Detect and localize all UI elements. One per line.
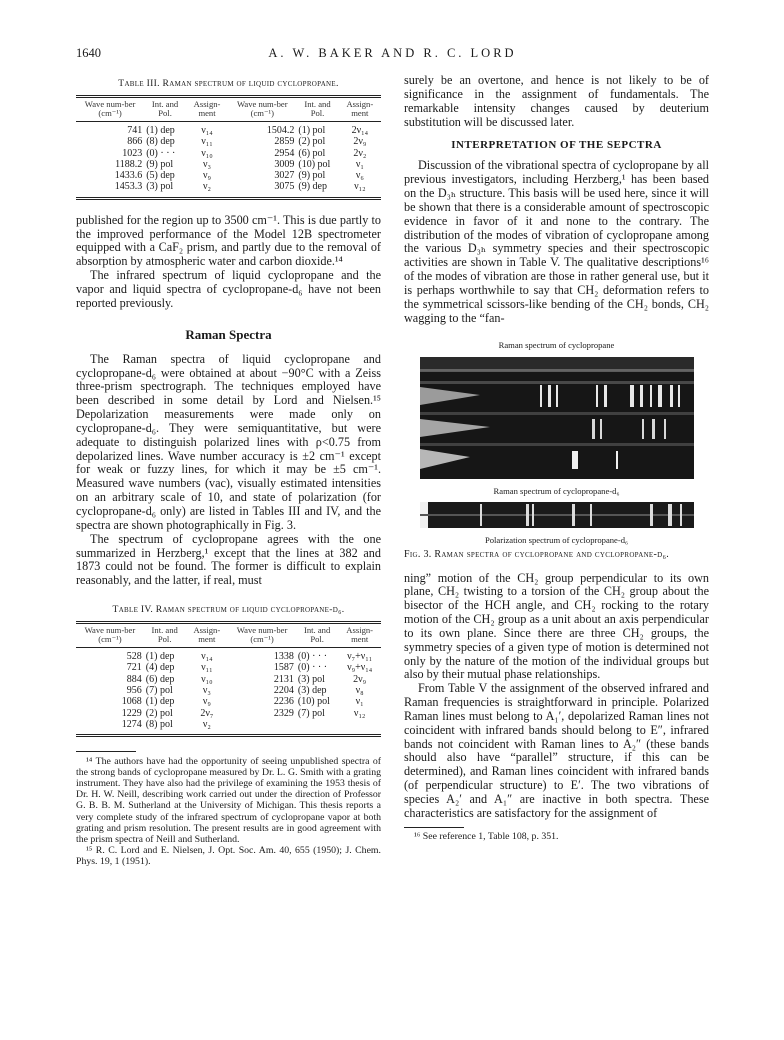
table-cell: 2236 — [273, 696, 294, 708]
table-cell: ν₁₂ — [354, 181, 366, 193]
table-cell: (6) dep — [145, 673, 175, 685]
table-cell: ν₆ — [355, 170, 364, 182]
table-cell: ν₁₀ — [201, 147, 213, 159]
column-header: Wave num-ber (cm⁻¹) — [84, 99, 136, 118]
table-cell: ν₇+ν₁₁ — [347, 651, 373, 663]
running-authors: A. W. BAKER AND R. C. LORD — [268, 46, 517, 60]
table-cell: (0) · · · — [297, 651, 328, 663]
table-cell: ν₃ — [203, 158, 212, 170]
polarization-spectrum-image — [420, 502, 694, 528]
table-cell: 1068 — [121, 696, 142, 708]
table-cell: 1229 — [121, 707, 142, 719]
left-para-2: The infrared spectrum of liquid cyclopropane and the vapor and liquid spectra of cyclopropane-d₆ have not been reported previously. — [76, 268, 381, 310]
table-row — [76, 136, 381, 147]
table-cell: ν₁₁ — [201, 136, 213, 148]
table-cell: (2) pol — [145, 707, 173, 719]
table-cell: 2954 — [274, 147, 295, 159]
table-cell: (7) pol — [145, 684, 173, 696]
table-cell: 741 — [127, 125, 143, 136]
table-cell: 2ν₁₄ — [351, 125, 369, 136]
footnote-15: ¹⁵ R. C. Lord and E. Nielsen, J. Opt. Soc. Am. 40, 655 (1950); J. Chem. Phys. 19, 1 (1951). — [76, 844, 381, 867]
table-cell: 2ν₉ — [353, 136, 367, 148]
right-para-4: From Table V the assignment of the observed infrared and Raman frequencies is straightforward in principle. Polarized Raman lines must belong to A₁′, depolarized Raman lines not coincident with infrared bands should belong to E″, infrared bands not coincident with Raman lines to A₂″ (these bands should also have “parallel” structure, if this can be determined), and Raman lines coincident with infrared bands (of perpendicular structure) to E′. The two vibrations of species A₂′ and A₁″ are inactive in both spectra. These characteristics are satisfactory for the assignment of — [404, 681, 709, 820]
table-cell: (0) · · · — [297, 662, 328, 674]
table-cell: 2ν₇ — [200, 707, 214, 719]
table-cell: 2ν₉ — [353, 673, 367, 685]
table4-bottom-rule — [76, 734, 381, 737]
table-cell: (2) pol — [298, 136, 326, 148]
column-header: Assign-ment — [193, 625, 221, 645]
page-number: 1640 — [76, 46, 101, 60]
table-row — [76, 696, 381, 707]
right-para-3: ning” motion of the CH₂ group perpendicular to its own plane, CH₂ twisting to a torsion of the CH₂ group about the bisector of the HCH angle, and CH₂ rocking to the rotary motion of the CH₂ group as a unit about an axis perpendicular to its own plane. Since there are three CH₂ groups, the symmetry species of a given type of motion is determined not only by the nature of the motion of the individual groups but also by their mutual phase relationships. — [404, 570, 709, 682]
table-row — [76, 685, 381, 696]
left-para-1: published for the region up to 3500 cm⁻¹. This is due partly to the improved performance of the Model 12B spectrometer equipped with a CaF₂ prism, and partly due to the removal of absorption by atmospheric water and carbon dioxide.¹⁴ — [76, 212, 381, 269]
column-header: Int. and Pol. — [304, 99, 331, 118]
table-cell: 1023 — [122, 147, 143, 159]
column-header: Assign-ment — [346, 99, 374, 118]
table-cell: ν₈ — [355, 684, 364, 696]
column-header: Int. and Pol. — [151, 625, 178, 645]
table-row — [76, 170, 381, 181]
right-para-2: Discussion of the vibrational spectra of cyclopropane by all previous investigators, including Herzberg,¹ has been based on the D₃ₕ structure. This basis will be used here, since it will be shown that there is a considerable amount of spectroscopic evidence in favor of it and none to the contrary. The distribution of the modes of vibration of cyclopropane among the various D₃ₕ symmetry species and their spectroscopic activities are shown in Table V. The qualitative descriptions¹⁶ of the modes of vibration are those in rather general use, but it is perhaps worthwhile to say that CH₂ deformation refers to the symmetrical scissors-like bending of the CH₂ bonds, CH₂ wagging to the “fan- — [404, 158, 709, 325]
table-cell: (3) pol — [146, 181, 174, 193]
table-cell: (1) pol — [298, 125, 326, 136]
table-cell: 2ν₂ — [353, 147, 367, 159]
fig3-caption: Fig. 3. Raman spectra of cyclopropane and cyclopropane-d₆. — [404, 548, 670, 560]
table-cell — [228, 719, 296, 730]
table-cell: 721 — [126, 662, 142, 674]
table-cell: (9) pol — [298, 170, 326, 182]
footnote-rule-right — [404, 827, 464, 828]
table-cell: 1433.6 — [114, 170, 143, 182]
right-para-1: surely be an overtone, and hence is not likely to be of significance in the assignment of fundamentals. The remarkable intensity changes caused by deuterium substitution will be discussed later. — [404, 73, 709, 129]
table-cell: ν₁₄ — [201, 651, 213, 663]
table-cell: 884 — [126, 673, 142, 685]
table-cell: (1) dep — [146, 125, 175, 136]
table-cell: (7) pol — [297, 707, 325, 719]
right-column — [404, 74, 709, 842]
table-cell: 528 — [126, 651, 142, 663]
footnote-16: ¹⁶ See reference 1, Table 108, p. 351. — [414, 830, 559, 842]
raman-spectrum-image — [420, 357, 694, 479]
table-cell: 3009 — [274, 158, 295, 170]
table-cell: 1188.2 — [115, 158, 143, 170]
column-header: Assign-ment — [193, 99, 221, 118]
table-row — [76, 719, 381, 730]
table-header-row — [76, 623, 381, 648]
table-cell: (8) dep — [146, 136, 175, 148]
table-cell: ν₂ — [202, 718, 211, 730]
table-cell: ν₁ — [355, 158, 364, 170]
table4 — [76, 621, 381, 730]
column-header: Wave num-ber (cm⁻¹) — [236, 99, 288, 118]
table-row — [76, 662, 381, 673]
table-cell: 956 — [126, 684, 142, 696]
raman-spectrum-photo — [420, 357, 694, 479]
table-cell: (6) pol — [298, 147, 326, 159]
fig3-label-top: Raman spectrum of cyclopropane — [498, 339, 615, 350]
table-cell — [296, 719, 338, 730]
column-header: Int. and Pol. — [303, 625, 331, 645]
section-heading-interpretation: INTERPRETATION OF THE SEPCTRA — [451, 139, 662, 152]
table-cell: 1453.3 — [114, 181, 143, 193]
column-header: Assign-ment — [346, 625, 374, 645]
table-cell: 2859 — [274, 136, 295, 148]
table-row — [76, 159, 381, 170]
table-cell: (10) pol — [298, 158, 331, 170]
table-cell: (0) · · · — [146, 147, 176, 159]
table-cell: 2131 — [273, 673, 294, 685]
left-column — [76, 74, 381, 867]
table-header-row — [76, 97, 381, 122]
table-cell: 3075 — [274, 181, 295, 193]
section-heading-raman: Raman Spectra — [185, 326, 272, 342]
table3-caption: Table III. Raman spectrum of liquid cyclopropane. — [118, 78, 339, 89]
table-cell: (9) pol — [146, 158, 174, 170]
table-cell: ν₁ — [355, 696, 364, 708]
footnote-14: ¹⁴ The authors have had the opportunity of seeing unpublished spectra of the strong bands of cyclopropane measured by Dr. L. G. Smith with a grating instrument. They have also had the privilege of examining the 1953 thesis of Dr. H. W. Neill, describing work carried out under the direction of Professor G. B. B. M. Sutherland at the University of Michigan. This thesis reports a very complete study of the infrared spectrum of cyclopropane vapor at both grating and prism resolution. The present results are in good agreement with the prism spectra of Neill and Sutherland. — [76, 756, 381, 845]
table-cell: (9) dep — [298, 181, 327, 193]
table-cell: 2329 — [273, 707, 294, 719]
table-cell: ν₁₄ — [201, 125, 213, 136]
table-cell: ν₁₀ — [201, 673, 213, 685]
table-row — [76, 122, 381, 137]
running-header — [76, 46, 709, 64]
table-cell: ν₂ — [203, 181, 212, 193]
table-cell: ν₉ — [202, 696, 211, 708]
table-cell: ν₁₂ — [353, 707, 366, 719]
column-header: Wave num-ber (cm⁻¹) — [236, 625, 288, 645]
table-cell: 1504.2 — [266, 125, 295, 136]
fig3-label-bottom: Polarization spectrum of cyclopropane-d₆ — [484, 534, 629, 545]
fig3-label-mid: Raman spectrum of cyclopropane-d₆ — [493, 485, 620, 496]
table-cell: (1) dep — [145, 651, 175, 663]
table-row — [76, 674, 381, 685]
table-cell: (3) pol — [297, 673, 325, 685]
table-cell: 1338 — [273, 651, 294, 663]
footnote-rule — [76, 751, 136, 752]
table-row — [76, 708, 381, 719]
table3 — [76, 95, 381, 193]
polarization-spectrum-photo — [420, 502, 694, 528]
table-cell: ν₁₁ — [201, 662, 213, 674]
table-cell — [338, 719, 381, 730]
table-row — [76, 148, 381, 159]
table-cell: (8) pol — [145, 718, 173, 730]
table-row — [76, 181, 381, 192]
table-cell: (10) pol — [297, 696, 330, 708]
table-cell: (3) dep — [297, 684, 327, 696]
table-cell: 3027 — [274, 170, 295, 182]
figure-3 — [404, 340, 709, 560]
left-para-3: The Raman spectra of liquid cyclopropane and cyclopropane-d₆ were obtained at about −90°C with a Zeiss three-prism spectrograph. The techniques employed have been described in some detail by Lord and Nielsen.¹⁵ Depolarization measurements were made only on cyclopropane-d₆. They were semiquantitative, but were adequate to distinguish polarized lines with ρ<0.75 from depolarized lines. Wave number accuracy is ±2 cm⁻¹ except for weak or fuzzy lines, for which it may be ±5 cm⁻¹. Measured wave numbers (vac), visually estimated intensities on an arbitrary scale of 10, and state of polarization (for cyclopropane-d₆ only) are listed in Tables III and IV, and the spectra are shown photographically in Fig. 3. — [76, 351, 381, 532]
column-header: Wave num-ber (cm⁻¹) — [84, 625, 136, 645]
table-cell: (4) dep — [145, 662, 175, 674]
table-cell: (1) dep — [145, 696, 175, 708]
table-cell: 1587 — [273, 662, 294, 674]
left-para-4: The spectrum of cyclopropane agrees with the one summarized in Herzberg,¹ except that the lines at 382 and 1873 could not be found. The former is difficult to explain reasonably, and the latter, if real, must — [76, 531, 381, 588]
table-cell: ν₃ — [202, 684, 211, 696]
table3-bottom-rule — [76, 197, 381, 200]
table-cell: ν₉ — [203, 170, 212, 182]
column-header: Int. and Pol. — [151, 99, 179, 118]
table-cell: 2204 — [273, 684, 294, 696]
table-cell: ν₉+ν₁₄ — [347, 662, 373, 674]
table-cell: 866 — [127, 136, 143, 148]
table4-caption: Table IV. Raman spectrum of liquid cyclopropane-d₆. — [112, 604, 345, 616]
table-cell: (5) dep — [146, 170, 175, 182]
table-row — [76, 648, 381, 663]
table-cell: 1274 — [121, 718, 142, 730]
